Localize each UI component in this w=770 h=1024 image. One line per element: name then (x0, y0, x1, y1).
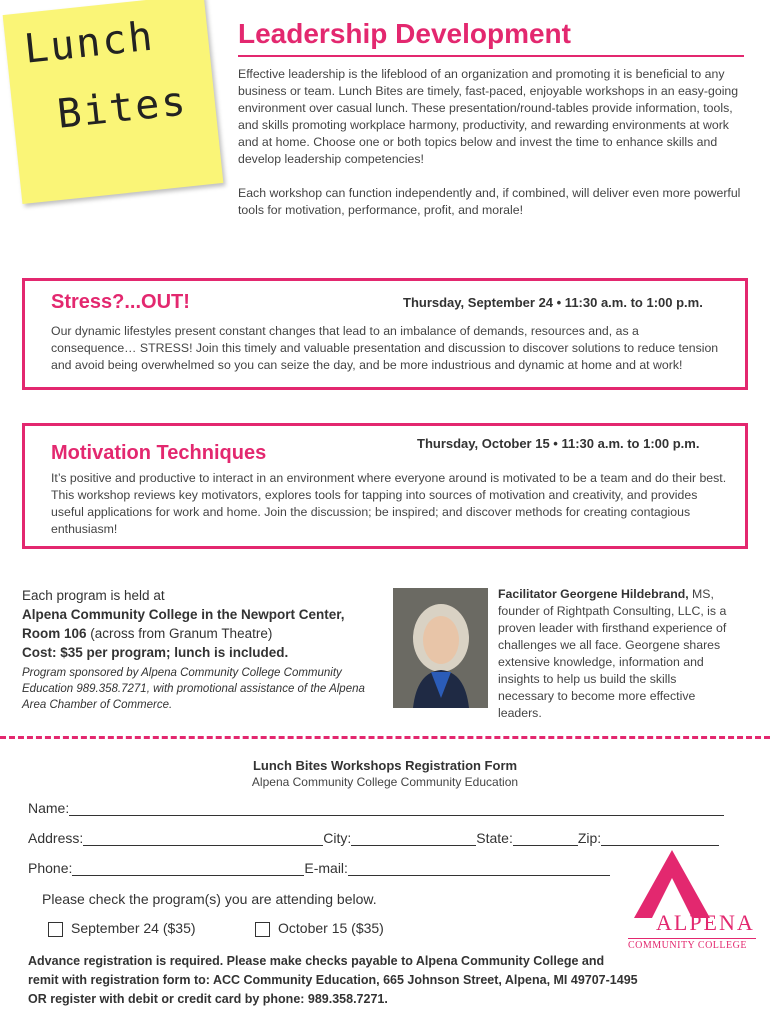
venue-info (22, 586, 372, 713)
name-field[interactable] (69, 801, 724, 816)
workshop-description: It’s positive and productive to interact in an environment where everyone around is motivated to be a team and do their best. This workshop reviews key motivators, explores tools for tapping into sources of motivation and creativity, and provides useful applications for work and home. Join the discussion; be inspired; and discover methods for creating contagious enthusiasm! (51, 471, 727, 536)
page-title: Leadership Development (238, 18, 571, 49)
address-label: Address: (28, 830, 84, 846)
title-rule (238, 55, 744, 57)
instructions-line-2: remit with registration form to: ACC Community Education, 665 Johnson Street, Alpena, MI 49707-1495 (28, 973, 638, 987)
email-label: E-mail: (304, 860, 348, 876)
address-field[interactable] (83, 831, 323, 846)
instructions-line-3: OR register with debit or credit card by phone: 989.358.7271. (28, 992, 388, 1006)
zip-field[interactable] (601, 831, 719, 846)
sponsor-note: Program sponsored by Alpena Community College Community Education 989.358.7271, with promotional assistance of the Alpena Area Chamber of Commerce. (22, 667, 365, 711)
state-field[interactable] (513, 831, 578, 846)
workshop-card-motivation (22, 423, 748, 549)
intro-paragraph: Effective leadership is the lifeblood of an organization and promoting it is beneficial to any business or team. Lunch Bites are timely, fast-paced, enjoyable workshops in an easy-going environment over casual lunch. These presentation/round-tables provide information, tools, and skills promoting workplace harmony, productivity, and rewarding environments at work and at home. Choose one or both topics below and invest the time to enhance skills and develop leadership competencies! (238, 67, 739, 166)
cut-line-divider (0, 736, 770, 739)
facilitator-bio (498, 586, 733, 722)
option-september[interactable] (48, 920, 196, 937)
registration-instructions (28, 952, 668, 1009)
logo-subtitle: COMMUNITY COLLEGE (628, 938, 756, 951)
instructions-line-1: Advance registration is required. Please make checks payable to Alpena Community College and (28, 954, 605, 968)
workshop-date: Thursday, September 24 • 11:30 a.m. to 1:00 p.m. (403, 295, 703, 310)
checkbox-october[interactable] (255, 922, 270, 937)
intro-paragraph-2: Each workshop can function independently and, if combined, will deliver even more powerful tools for motivation, performance, profit, and morale! (238, 186, 741, 217)
city-label: City: (323, 830, 352, 846)
state-label: State: (476, 830, 513, 846)
workshop-title: Stress?...OUT! (51, 291, 190, 313)
workshop-date: Thursday, October 15 • 11:30 a.m. to 1:00 p.m. (417, 436, 700, 451)
name-row (28, 800, 728, 816)
check-prompt: Please check the program(s) you are attending below. (42, 891, 377, 907)
option-september-label: September 24 ($35) (71, 920, 196, 936)
venue-room: Room 106 (22, 626, 87, 641)
form-subtitle: Alpena Community College Community Education (251, 775, 519, 789)
facilitator-name: Facilitator Georgene Hildebrand, (498, 587, 689, 601)
venue-place: Alpena Community College in the Newport Center, (22, 607, 345, 622)
phone-field[interactable] (72, 861, 304, 876)
checkbox-september[interactable] (48, 922, 63, 937)
venue-room-note: (across from Granum Theatre) (86, 626, 273, 641)
option-october-label: October 15 ($35) (278, 920, 384, 936)
note-line-2: Bites (54, 78, 190, 138)
workshop-card-stress (22, 278, 748, 390)
form-title: Lunch Bites Workshops Registration Form (252, 758, 518, 773)
phone-row (28, 860, 628, 876)
zip-label: Zip: (577, 830, 602, 846)
facilitator-photo (393, 588, 488, 708)
address-row (28, 830, 738, 846)
option-october[interactable] (255, 920, 384, 937)
venue-intro: Each program is held at (22, 588, 165, 603)
workshop-title: Motivation Techniques (51, 442, 267, 464)
workshop-description: Our dynamic lifestyles present constant changes that lead to an imbalance of demands, resources and, as a consequence… STRESS! Join this timely and valuable presentation and discussion to discover solutions to reduce tension and avoid being overwhelmed so you can seize the day, and be more industrious and dynamic at home and at work! (51, 324, 719, 372)
facilitator-description: MS, founder of Rightpath Consulting, LLC, is a proven leader with firsthand experience of challenges we all face. Georgene shares extensive knowledge, information and insights to help us build the skills necessary to become more effective leaders. (498, 587, 727, 720)
venue-cost: Cost: $35 per program; lunch is included. (22, 645, 289, 660)
lunch-bites-sticky-note (3, 0, 224, 204)
logo-word: ALPENA (656, 910, 755, 935)
email-field[interactable] (348, 861, 610, 876)
note-line-1: Lunch (21, 13, 157, 73)
city-field[interactable] (351, 831, 476, 846)
name-label: Name: (28, 800, 70, 816)
phone-label: Phone: (28, 860, 73, 876)
alpena-logo (624, 848, 758, 954)
